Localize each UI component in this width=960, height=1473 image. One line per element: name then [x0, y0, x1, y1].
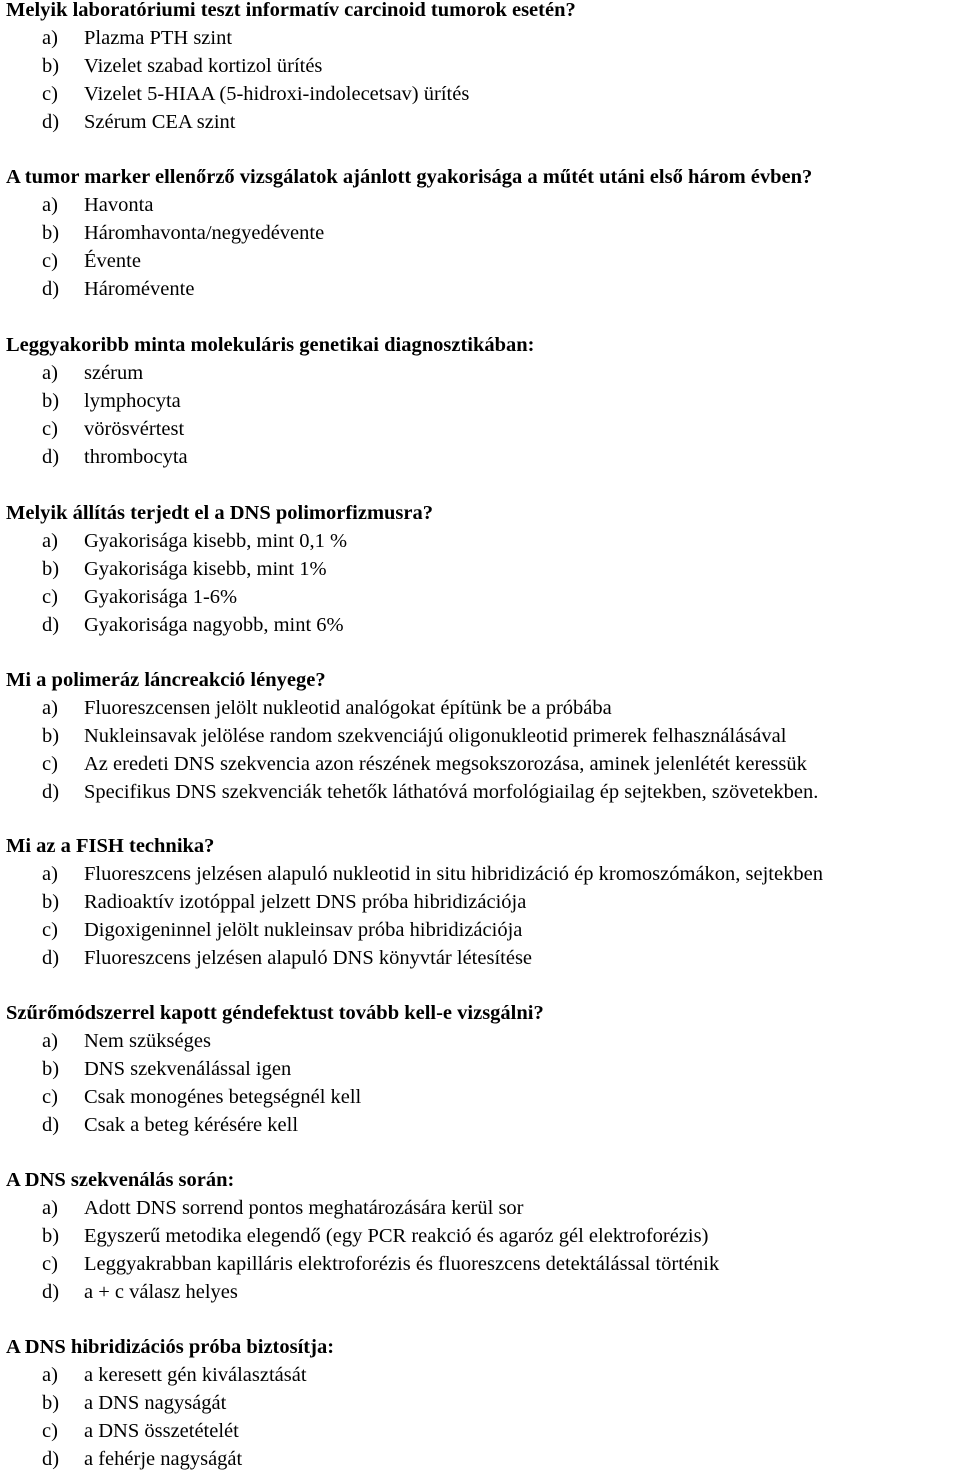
option-text: Digoxigeninnel jelölt nukleinsav próba hibridizációja: [84, 919, 523, 941]
question-block: [6, 999, 956, 1139]
option-letter: d): [42, 1281, 60, 1303]
option-text: Csak monogénes betegségnél kell: [84, 1086, 362, 1108]
option-text: szérum: [84, 362, 144, 384]
question-title: A DNS szekvenálás során:: [6, 1169, 235, 1191]
answer-option: [6, 778, 956, 806]
answer-option: [6, 1194, 956, 1222]
option-letter: d): [42, 1448, 60, 1470]
option-letter: a): [42, 1197, 58, 1219]
option-text: Háromévente: [84, 278, 195, 300]
answer-option: [6, 1222, 956, 1250]
option-letter: b): [42, 1225, 60, 1247]
question-block: [6, 331, 956, 471]
option-letter: b): [42, 55, 60, 77]
answer-option: [6, 611, 956, 639]
option-letter: b): [42, 725, 60, 747]
answer-option: [6, 415, 956, 443]
answer-option: [6, 387, 956, 415]
option-letter: d): [42, 446, 60, 468]
option-text: Vizelet 5-HIAA (5-hidroxi-indolecetsav) ürítés: [84, 83, 470, 105]
answer-option: [6, 1278, 956, 1306]
question-title: Szűrőmódszerrel kapott géndefektust tovább kell-e vizsgálni?: [6, 1002, 544, 1024]
option-text: Plazma PTH szint: [84, 27, 233, 49]
option-letter: c): [42, 586, 58, 608]
option-letter: b): [42, 1392, 60, 1414]
option-letter: c): [42, 919, 58, 941]
option-letter: c): [42, 753, 58, 775]
option-letter: a): [42, 863, 58, 885]
option-text: a fehérje nagyságát: [84, 1448, 243, 1470]
option-letter: d): [42, 947, 60, 969]
option-letter: a): [42, 697, 58, 719]
answer-option: [6, 1027, 956, 1055]
option-text: thrombocyta: [84, 446, 188, 468]
answer-option: [6, 1445, 956, 1473]
option-letter: c): [42, 1420, 58, 1442]
answer-option: [6, 888, 956, 916]
option-text: Vizelet szabad kortizol ürítés: [84, 55, 323, 77]
question-block: [6, 832, 956, 972]
question-block: [6, 499, 956, 639]
option-text: Gyakorisága nagyobb, mint 6%: [84, 614, 344, 636]
question-title: A tumor marker ellenőrző vizsgálatok ajánlott gyakorisága a műtét utáni első három évben?: [6, 166, 813, 188]
option-text: Fluoreszcens jelzésen alapuló DNS könyvtár létesítése: [84, 947, 533, 969]
answer-option: [6, 583, 956, 611]
answer-option: [6, 750, 956, 778]
option-text: Adott DNS sorrend pontos meghatározására kerül sor: [84, 1197, 524, 1219]
option-text: a DNS nagyságát: [84, 1392, 227, 1414]
option-letter: b): [42, 390, 60, 412]
option-text: Évente: [84, 250, 141, 272]
option-text: Szérum CEA szint: [84, 111, 236, 133]
answer-option: [6, 694, 956, 722]
option-letter: c): [42, 250, 58, 272]
option-text: Specifikus DNS szekvenciák tehetők láthatóvá morfológiailag ép sejtekben, szövetekben.: [84, 781, 819, 803]
answer-option: [6, 944, 956, 972]
option-letter: d): [42, 614, 60, 636]
option-letter: a): [42, 1030, 58, 1052]
question-block: [6, 1166, 956, 1306]
answer-option: [6, 80, 956, 108]
option-letter: b): [42, 891, 60, 913]
option-text: Radioaktív izotóppal jelzett DNS próba hibridizációja: [84, 891, 527, 913]
answer-option: [6, 219, 956, 247]
question-title: Melyik állítás terjedt el a DNS polimorfizmusra?: [6, 502, 434, 524]
option-text: a keresett gén kiválasztását: [84, 1364, 307, 1386]
option-text: Gyakorisága 1-6%: [84, 586, 238, 608]
answer-option: [6, 52, 956, 80]
option-letter: b): [42, 558, 60, 580]
option-text: Havonta: [84, 194, 154, 216]
question-block: [6, 666, 956, 806]
answer-option: [6, 860, 956, 888]
answer-option: [6, 275, 956, 303]
option-letter: d): [42, 278, 60, 300]
answer-option: [6, 108, 956, 136]
answer-option: [6, 1055, 956, 1083]
answer-option: [6, 1361, 956, 1389]
question-block: [6, 163, 956, 303]
option-text: Nukleinsavak jelölése random szekvenciájú oligonukleotid primerek felhasználásával: [84, 725, 787, 747]
option-letter: a): [42, 194, 58, 216]
option-text: Háromhavonta/negyedévente: [84, 222, 325, 244]
option-text: Gyakorisága kisebb, mint 1%: [84, 558, 327, 580]
answer-option: [6, 1389, 956, 1417]
option-text: Fluoreszcens jelzésen alapuló nukleotid in situ hibridizáció ép kromoszómákon, sejtekben: [84, 863, 823, 885]
answer-option: [6, 191, 956, 219]
option-text: vörösvértest: [84, 418, 185, 440]
answer-option: [6, 555, 956, 583]
answer-option: [6, 24, 956, 52]
option-letter: b): [42, 222, 60, 244]
option-letter: a): [42, 1364, 58, 1386]
question-title: Mi az a FISH technika?: [6, 835, 215, 857]
option-letter: a): [42, 530, 58, 552]
question-block: [6, 0, 956, 136]
option-letter: c): [42, 83, 58, 105]
question-title: Leggyakoribb minta molekuláris genetikai diagnosztikában:: [6, 334, 535, 356]
option-text: Gyakorisága kisebb, mint 0,1 %: [84, 530, 348, 552]
option-letter: c): [42, 1253, 58, 1275]
option-letter: a): [42, 362, 58, 384]
answer-option: [6, 722, 956, 750]
option-text: lymphocyta: [84, 390, 181, 412]
answer-option: [6, 359, 956, 387]
question-block: [6, 1333, 956, 1473]
option-text: Csak a beteg kérésére kell: [84, 1114, 299, 1136]
question-title: Melyik laboratóriumi teszt informatív carcinoid tumorok esetén?: [6, 0, 576, 21]
option-letter: b): [42, 1058, 60, 1080]
answer-option: [6, 443, 956, 471]
answer-option: [6, 1083, 956, 1111]
option-text: Egyszerű metodika elegendő (egy PCR reakció és agaróz gél elektroforézis): [84, 1225, 709, 1247]
option-text: Fluoreszcensen jelölt nukleotid analógokat építünk be a próbába: [84, 697, 612, 719]
option-letter: c): [42, 418, 58, 440]
question-title: A DNS hibridizációs próba biztosítja:: [6, 1336, 335, 1358]
option-text: Leggyakrabban kapilláris elektroforézis és fluoreszcens detektálással történik: [84, 1253, 720, 1275]
answer-option: [6, 247, 956, 275]
option-text: a DNS összetételét: [84, 1420, 239, 1442]
answer-option: [6, 527, 956, 555]
option-letter: d): [42, 781, 60, 803]
option-letter: d): [42, 1114, 60, 1136]
answer-option: [6, 1417, 956, 1445]
option-text: a + c válasz helyes: [84, 1281, 238, 1303]
option-text: DNS szekvenálással igen: [84, 1058, 292, 1080]
option-letter: d): [42, 111, 60, 133]
option-text: Nem szükséges: [84, 1030, 211, 1052]
option-text: Az eredeti DNS szekvencia azon részének megsokszorozása, aminek jelenlétét keressük: [84, 753, 807, 775]
option-letter: a): [42, 27, 58, 49]
option-letter: c): [42, 1086, 58, 1108]
answer-option: [6, 916, 956, 944]
answer-option: [6, 1111, 956, 1139]
answer-option: [6, 1250, 956, 1278]
question-title: Mi a polimeráz láncreakció lényege?: [6, 669, 326, 691]
